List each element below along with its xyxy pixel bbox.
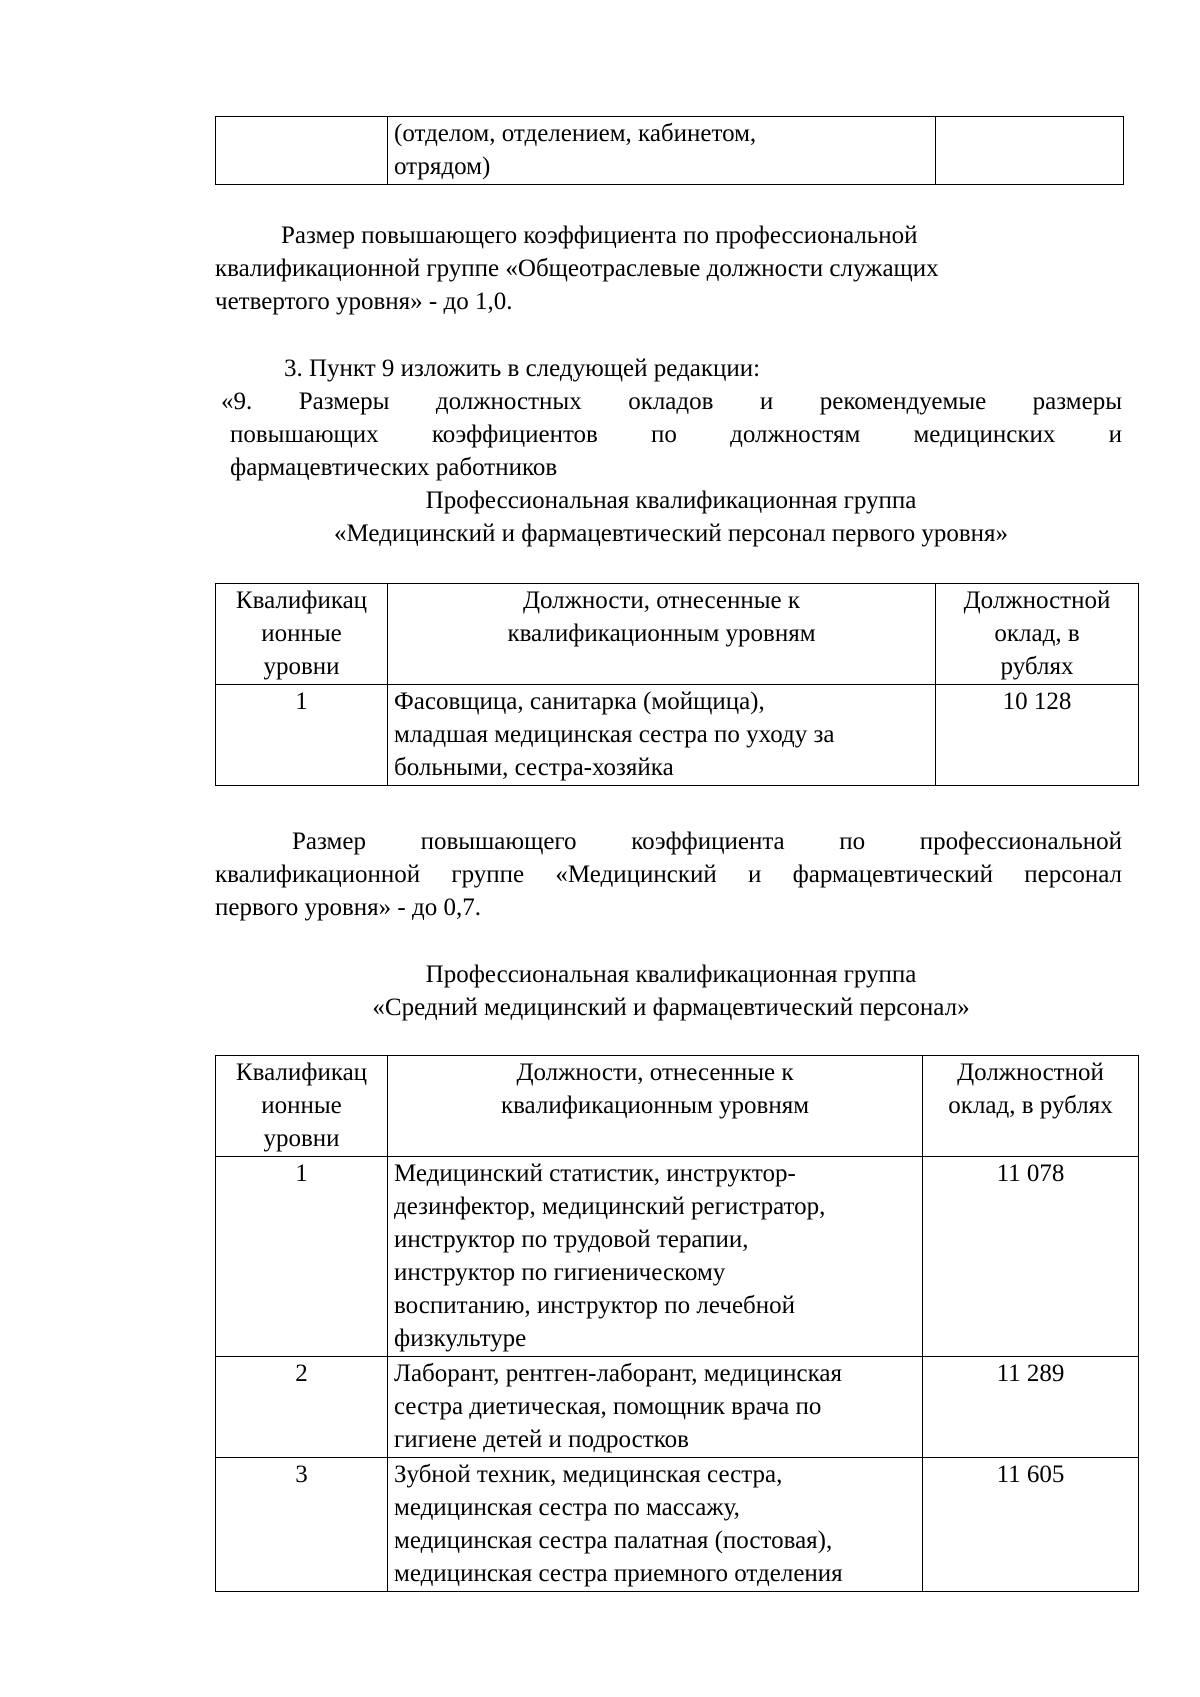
salary-cell: 10 128 [936,685,1139,786]
positions-cell: Фасовщица, санитарка (мойщица), младшая медицинская сестра по уходу за больными, сестра-хозяйка [388,685,936,786]
salary-cell: 11 289 [923,1357,1139,1458]
table-row [216,1157,1139,1357]
positions-cell: Зубной техник, медицинская сестра, медицинская сестра по массажу, медицинская сестра палатная (постовая), медицинская сестра приемного отделения [388,1458,923,1592]
table-row [216,117,1124,185]
group-subtitle: «Средний медицинский и фармацевтический персонал» [372,994,970,1021]
header-level: Квалификац ионные уровни [216,1056,388,1157]
level-cell: 1 [216,685,388,786]
item-heading: 3. Пункт 9 изложить в следующей редакции: [284,355,761,382]
paragraph-line: квалификационной группе «Общеотраслевые должности служащих [215,255,939,282]
qualification-table-2 [215,1055,1139,1592]
positions-cell: Медицинский статистик, инструктор- дезинфектор, медицинский регистратор, инструктор по трудовой терапии, инструктор по гигиеническому воспитанию, инструктор по лечебной физкультуре [388,1157,923,1357]
table-cell: (отделом, отделением, кабинетом, отрядом) [388,117,936,185]
level-cell: 3 [216,1458,388,1592]
level-cell: 2 [216,1357,388,1458]
table-header-row [216,584,1139,685]
paragraph-line: Размер повышающего коэффициента по профессиональной [292,828,1122,855]
group-title: Профессиональная квалификационная группа [425,487,917,514]
paragraph-line: повышающих коэффициентов по должностям медицинских и [230,421,1122,448]
header-level: Квалификац ионные уровни [216,584,388,685]
paragraph-line: фармацевтических работников [230,454,558,481]
header-positions: Должности, отнесенные к квалификационным уровням [388,1056,923,1157]
positions-cell: Лаборант, рентген-лаборант, медицинская сестра диетическая, помощник врача по гигиене детей и подростков [388,1357,923,1458]
group-subtitle: «Медицинский и фармацевтический персонал первого уровня» [333,520,1009,547]
table-cell [936,117,1124,185]
level-cell: 1 [216,1157,388,1357]
table-row [216,1458,1139,1592]
paragraph-line: четвертого уровня» - до 1,0. [215,288,513,315]
paragraph-line: первого уровня» - до 0,7. [215,894,481,921]
table-header-row [216,1056,1139,1157]
salary-cell: 11 078 [923,1157,1139,1357]
top-table [215,116,1124,185]
paragraph-line: квалификационной группе «Медицинский и фармацевтический персонал [215,861,1122,888]
header-positions: Должности, отнесенные к квалификационным уровням [388,584,936,685]
table-row [216,685,1139,786]
group-title: Профессиональная квалификационная группа [425,961,917,988]
paragraph-line: Размер повышающего коэффициента по профессиональной [281,222,918,249]
table-cell [216,117,388,185]
header-salary: Должностной оклад, в рублях [936,584,1139,685]
table-row [216,1357,1139,1458]
salary-cell: 11 605 [923,1458,1139,1592]
qualification-table-1 [215,583,1139,786]
paragraph-line: «9. Размеры должностных окладов и рекомендуемые размеры [221,388,1122,415]
header-salary: Должностной оклад, в рублях [923,1056,1139,1157]
